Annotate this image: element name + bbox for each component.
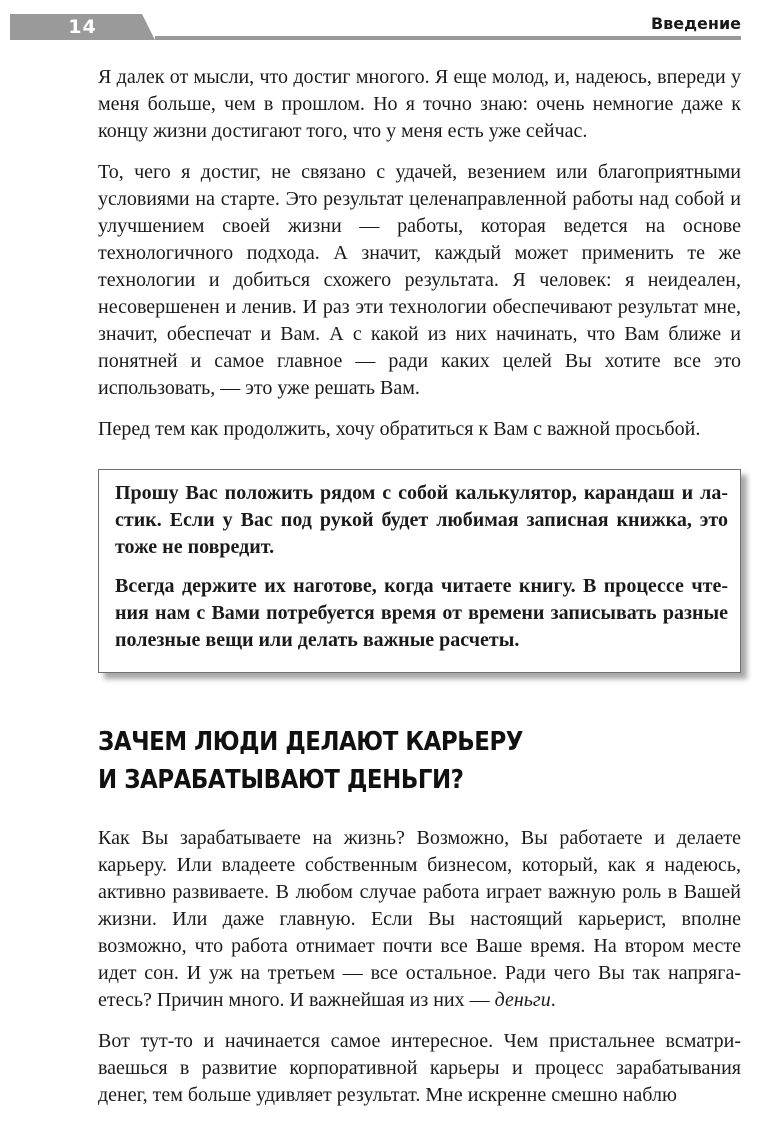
header-rule — [155, 36, 741, 40]
section-heading-line-1: ЗАЧЕМ ЛЮДИ ДЕЛАЮТ КАРЬЕРУ — [98, 727, 523, 757]
page-body — [98, 64, 741, 1123]
section-paragraph-2: Вот тут-то и начинается самое интересное. Чем пристальнее всматриваешься в развитие корпоративной карьеры и процесс зарабатывания денег, тем больше удивляет результат. Мне искренне смешно наблю — [98, 1030, 741, 1106]
section-heading — [98, 723, 749, 799]
page-number: 14 — [68, 16, 97, 38]
callout-paragraph-2: Всегда держите их наготове, когда читаете книгу. В процессе чтения нам с Вами потребуется время от времени записывать разные полезные вещи или делать важные расчеты. — [115, 575, 728, 651]
section-paragraph-1 — [98, 825, 741, 1014]
section-paragraph-1-text: Как Вы зарабатываете на жизнь? Возможно, Вы работаете и делаете карьеру. Или владеете собственным бизнесом, который, как я надеюсь, активно развиваете. В любом случае работа играет важную роль в Вашей жизни. Или даже главную. Если Вы настоящий карьерист, вполне возможно, что работа отнимает почти все Ваше время. На втором месте идет сон. И уж на третьем — все остальное. Ради чего Вы так напрягаетесь? Причин много. И важнейшая из них — — [98, 827, 741, 1011]
section-paragraph-1-end: . — [550, 989, 556, 1011]
running-section-title: Введение — [650, 14, 741, 33]
section-heading-line-2: И ЗАРАБАТЫВАЮТ ДЕНЬГИ? — [98, 765, 464, 795]
paragraph-2: То, чего я достиг, не связано с удачей, везением или благоприятными условиями на старте. Это результат целенаправленной работы над собой и улучшением своей жизни — работы, которая ведется на основе технологичного подхода. А значит, каждый может применить те же технологии и добиться схожего результата. Я человек: я неидеален, несовершенен и ленив. И раз эти технологии обеспечивают результат мне, значит, обеспечат и Вам. А с какой из них начинать, что Вам ближе и понятней и самое главное — ради каких целей Вы хотите все это использовать, — это уже решать Вам. — [98, 161, 741, 399]
callout-box — [98, 469, 741, 673]
paragraph-3: Перед тем как продолжить, хочу обратиться к Вам с важной просьбой. — [98, 418, 701, 440]
paragraph-1: Я далек от мысли, что достиг многого. Я еще молод, и, надеюсь, впереди у меня больше, чем в прошлом. Но я точно знаю: очень немногие даже к концу жизни достигают того, что у меня есть уже сейчас. — [98, 66, 741, 142]
page-header — [10, 14, 741, 44]
emphasis-word: деньги — [494, 989, 551, 1011]
callout-paragraph-1: Прошу Вас положить рядом с собой калькулятор, карандаш и ластик. Если у Вас под рукой будет любимая записная книжка, это тоже не повредит. — [115, 482, 728, 558]
